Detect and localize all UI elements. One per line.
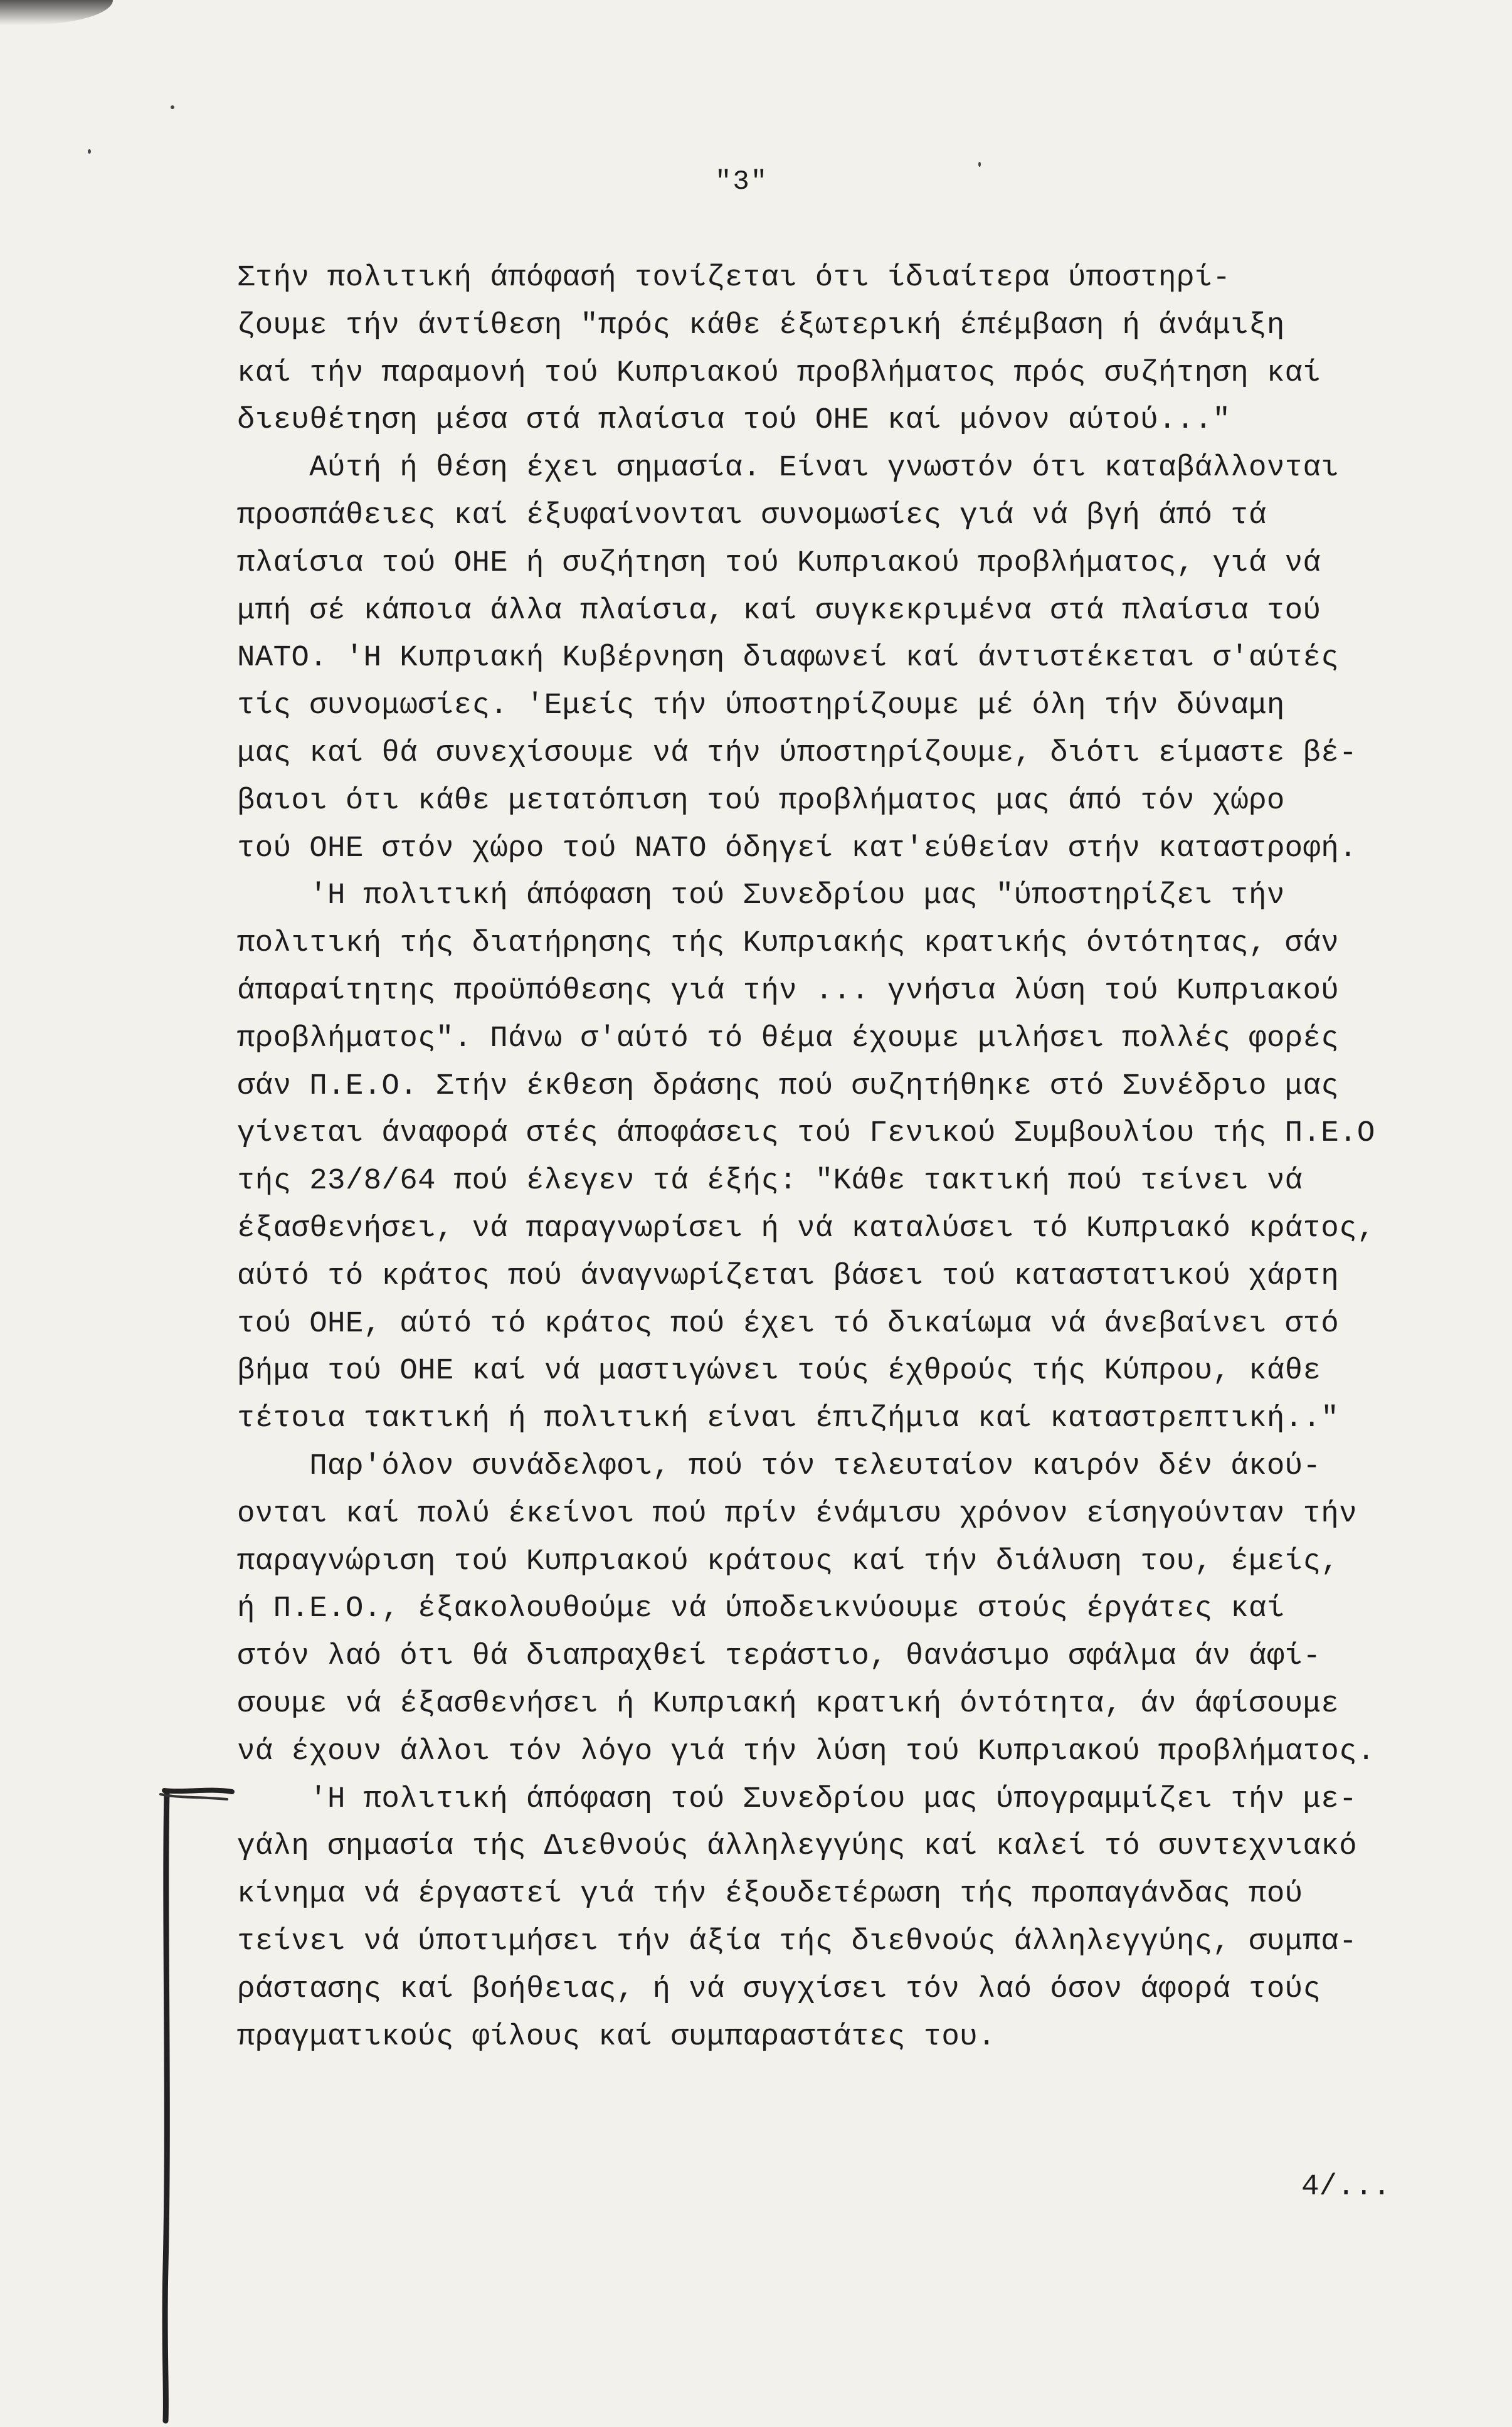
page-number: "3": [715, 166, 769, 198]
text-line: έξασθενήσει, νά παραγνωρίσει ή νά καταλύσει τό Κυπριακό κράτος,: [237, 1212, 1375, 1245]
text-line: γάλη σημασία τής Διεθνούς άλληλεγγύης καί καλεί τό συντεχνιακό: [237, 1829, 1357, 1864]
scan-speck: [88, 149, 91, 154]
text-line: άπαραίτητης προϋπόθεσης γιά τήν ... γνήσια λύση τού Κυπριακού: [237, 974, 1340, 1008]
text-line: ονται καί πολύ έκείνοι πού πρίν ένάμισυ χρόνον είσηγούνταν τήν: [237, 1496, 1357, 1531]
text-line: Παρ'όλον συνάδελφοι, πού τόν τελευταίον καιρόν δέν άκού-: [237, 1449, 1321, 1483]
text-line: τού ΟΗΕ, αύτό τό κράτος πού έχει τό δικαίωμα νά άνεβαίνει στό: [237, 1306, 1340, 1341]
text-line: μπή σέ κάποια άλλα πλαίσια, καί συγκεκριμένα στά πλαίσια τού: [237, 593, 1321, 628]
text-line: σάν Π.Ε.Ο. Στήν έκθεση δράσης πού συζητήθηκε στό Συνέδριο μας: [237, 1069, 1340, 1103]
text-line: πλαίσια τού ΟΗΕ ή συζήτηση τού Κυπριακού προβλήματος, γιά νά: [237, 546, 1321, 580]
text-line: κίνημα νά έργαστεί γιά τήν έξουδετέρωση τής προπαγάνδας πού: [237, 1877, 1303, 1911]
continuation-marker: 4/...: [1301, 2170, 1391, 2204]
text-line: ζουμε τήν άντίθεση "πρός κάθε έξωτερική έπέμβαση ή άνάμιξη: [237, 308, 1285, 342]
text-line: ή Π.Ε.Ο., έξακολουθούμε νά ύποδεικνύουμε στούς έργάτες καί: [237, 1592, 1285, 1626]
text-line: 'Η πολιτική άπόφαση τού Συνεδρίου μας "ύποστηρίζει τήν: [237, 879, 1285, 913]
text-line: γίνεται άναφορά στές άποφάσεις τού Γενικού Συμβουλίου τής Π.Ε.Ο: [237, 1116, 1375, 1151]
text-line: βήμα τού ΟΗΕ καί νά μαστιγώνει τούς έχθρούς τής Κύπρου, κάθε: [237, 1354, 1321, 1388]
text-line: βαιοι ότι κάθε μετατόπιση τού προβλήματος μας άπό τόν χώρο: [237, 783, 1285, 818]
text-line: στόν λαό ότι θά διαπραχθεί τεράστιο, θανάσιμο σφάλμα άν άφί-: [237, 1639, 1321, 1674]
text-line: τείνει νά ύποτιμήσει τήν άξία τής διεθνούς άλληλεγγύης, συμπα-: [237, 1925, 1357, 1959]
text-line: τής 23/8/64 πού έλεγεν τά έξής: "Κάθε τακτική πού τείνει νά: [237, 1164, 1303, 1198]
text-line: προσπάθειες καί έξυφαίνονται συνομωσίες γιά νά βγή άπό τά: [237, 499, 1267, 532]
text-line: διευθέτηση μέσα στά πλαίσια τού ΟΗΕ καί μόνον αύτού...": [237, 403, 1231, 438]
text-line: πραγματικούς φίλους καί συμπαραστάτες του.: [237, 2019, 996, 2054]
text-line: ράστασης καί βοήθειας, ή νά συγχίσει τόν λαό όσον άφορά τούς: [237, 1972, 1321, 2006]
text-line: ΝΑΤΟ. 'Η Κυπριακή Κυβέρνηση διαφωνεί καί άντιστέκεται σ'αύτές: [237, 641, 1340, 675]
handwritten-margin-bracket: [158, 1790, 233, 2424]
text-line: σουμε νά έξασθενήσει ή Κυπριακή κρατική όντότητα, άν άφίσουμε: [237, 1687, 1340, 1721]
text-line: τίς συνομωσίες. 'Εμείς τήν ύποστηρίζουμε μέ όλη τήν δύναμη: [237, 689, 1285, 723]
text-line: παραγνώριση τού Κυπριακού κράτους καί τήν διάλυση του, έμείς,: [237, 1544, 1340, 1578]
scan-corner-shadow: [0, 0, 113, 25]
text-line: νά έχουν άλλοι τόν λόγο γιά τήν λύση τού Κυπριακού προβλήματος.: [237, 1734, 1375, 1769]
scan-speck: [171, 105, 174, 109]
text-line: 'Η πολιτική άπόφαση τού Συνεδρίου μας ύπογραμμίζει τήν με-: [237, 1782, 1357, 1816]
text-line: καί τήν παραμονή τού Κυπριακού προβλήματος πρός συζήτηση καί: [237, 356, 1321, 390]
text-line: τέτοια τακτική ή πολιτική είναι έπιζήμια καί καταστρεπτική..": [237, 1402, 1340, 1436]
text-line: προβλήματος". Πάνω σ'αύτό τό θέμα έχουμε μιλήσει πολλές φορές: [237, 1021, 1340, 1055]
text-line: τού ΟΗΕ στόν χώρο τού ΝΑΤΟ όδηγεί κατ'εύθείαν στήν καταστροφή.: [237, 831, 1357, 865]
text-line: Στήν πολιτική άπόφασή τονίζεται ότι ίδιαίτερα ύποστηρί-: [237, 261, 1231, 295]
scan-speck: [978, 162, 981, 167]
text-line: πολιτική τής διατήρησης τής Κυπριακής κρατικής όντότητας, σάν: [237, 926, 1340, 961]
text-line: μας καί θά συνεχίσουμε νά τήν ύποστηρίζουμε, διότι είμαστε βέ-: [237, 736, 1357, 770]
text-line: αύτό τό κράτος πού άναγνωρίζεται βάσει τού καταστατικού χάρτη: [237, 1259, 1340, 1293]
text-line: Αύτή ή θέση έχει σημασία. Είναι γνωστόν ότι καταβάλλονται: [237, 451, 1340, 485]
